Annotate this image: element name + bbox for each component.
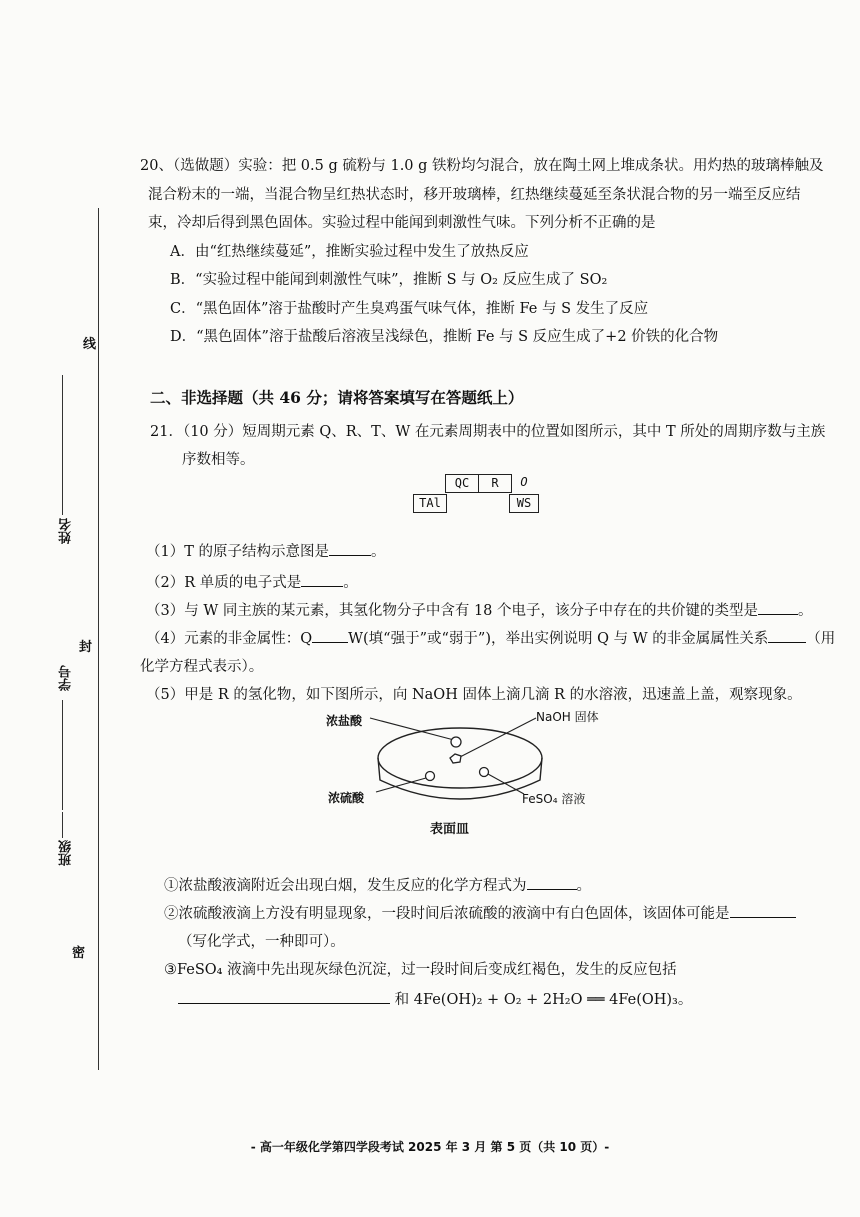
q21-item-2: [164, 902, 796, 923]
q21-part-3: [146, 599, 813, 620]
q21-item-2-text-b: （写化学式，一种即可）。: [178, 934, 345, 950]
q20-line-2: 混合粉末的一端，当混合物呈红热状态时，移开玻璃棒，红热继续蔓延至条状混合物的另一端至反应结: [148, 186, 801, 203]
q21-part-1-text: （1）T 的原子结构示意图是: [146, 544, 330, 560]
q21-part-4-text-a: （4）元素的非金属性：Q: [146, 631, 313, 647]
period-mark: 。: [576, 878, 591, 894]
q21-part-2-text: （2）R 单质的电子式是: [146, 575, 302, 591]
q21-part-4-text-c: （用: [806, 631, 836, 647]
drop-hcl: [451, 737, 461, 747]
answer-blank: [312, 628, 348, 643]
q21-part-4-text-d: 化学方程式表示）。: [140, 659, 264, 675]
q20-line-3: 束，冷却后得到黑色固体。实验过程中能闻到刺激性气味。下列分析不正确的是: [148, 215, 656, 231]
period-mark: 。: [371, 544, 386, 560]
side-label-xingming: 姓名: [59, 518, 74, 544]
q21-item-3: [164, 958, 677, 979]
xingming-blank-line: [62, 375, 63, 515]
figure-caption: 表面皿: [430, 822, 470, 837]
cell-q: QC: [445, 474, 479, 493]
q20-option-d: D．“黑色固体”溶于盐酸后溶液呈浅绿色，推断 Fe 与 S 反应生成了+2 价铁的化合物: [170, 329, 719, 345]
period-mark: 。: [798, 603, 813, 619]
side-label-xuehao: 学号: [59, 665, 74, 691]
cell-r: R: [478, 474, 512, 493]
label-hcl: 浓盐酸: [326, 714, 363, 728]
side-label-xian: 线: [83, 337, 97, 352]
periodic-table-fragment: [413, 474, 543, 516]
q21-part-4: [146, 627, 835, 648]
answer-blank: [768, 628, 806, 643]
label-feso4: FeSO₄ 溶液: [522, 792, 586, 806]
drop-feso4: [480, 768, 489, 777]
pointer-naoh: [458, 718, 536, 758]
side-label-mi: 密: [72, 946, 86, 961]
q21-part-4-cont: [140, 655, 263, 676]
label-h2so4: 浓硫酸: [328, 791, 365, 805]
answer-blank: [178, 989, 390, 1004]
q21-intro-line-1: 21．（10 分）短周期元素 Q、R、T、W 在元素周期表中的位置如图所示，其中 T 所处的周期序数与主族: [150, 424, 826, 440]
section-2-title: 二、非选择题（共 46 分；请将答案填写在答题纸上）: [150, 388, 524, 407]
cell-t: TAl: [413, 494, 447, 513]
q21-item-1: [164, 874, 591, 895]
cell-w: WS: [509, 494, 539, 513]
q21-part-4-text-b: W(填“强于”或“弱于”)，举出实例说明 Q 与 W 的非金属属性关系: [348, 631, 769, 647]
q20-option-c: C．“黑色固体”溶于盐酸时产生臭鸡蛋气味气体，推断 Fe 与 S 发生了反应: [170, 300, 649, 317]
q21-part-5-text: （5）甲是 R 的氢化物，如下图所示，向 NaOH 固体上滴几滴 R 的水溶液，迅速盖上盖，观察现象。: [146, 687, 802, 703]
answer-blank: [329, 541, 371, 556]
answer-blank: [758, 600, 798, 615]
side-label-feng: 封: [79, 640, 93, 655]
binding-line: [98, 208, 99, 1070]
q21-item-3-cont: [178, 988, 692, 1009]
xuehao-blank-line: [62, 700, 63, 810]
pointer-h2so4: [376, 778, 426, 792]
label-naoh: NaOH 固体: [536, 710, 599, 724]
answer-blank: [301, 572, 343, 587]
q21-item-2-text: ②浓硫酸液滴上方没有明显现象，一段时间后浓硫酸的液滴中有白色固体，该固体可能是: [164, 906, 730, 922]
q21-item-1-text: ①浓盐酸液滴附近会出现白烟，发生反应的化学方程式为: [164, 878, 527, 894]
answer-blank: [527, 875, 577, 890]
q21-item-2-cont: [178, 930, 345, 951]
cell-o: O: [520, 475, 528, 489]
pointer-feso4: [488, 774, 524, 794]
q20-line-1: 20、（选做题）实验：把 0.5 g 硫粉与 1.0 g 铁粉均匀混合，放在陶土网上堆成条状。用灼热的玻璃棒触及: [140, 158, 824, 174]
answer-blank: [730, 903, 796, 918]
q21-part-2: [146, 571, 358, 592]
q20-option-a: A．由“红热继续蔓延”，推断实验过程中发生了放热反应: [170, 243, 529, 260]
period-mark: 。: [343, 575, 358, 591]
q21-part-3-text: （3）与 W 同主族的某元素，其氢化物分子中含有 18 个电子，该分子中存在的共价键的类型是: [146, 603, 759, 619]
banji-blank-line: [62, 812, 63, 838]
drop-h2so4: [426, 772, 435, 781]
page-footer: - 高一年级化学第四学段考试 2025 年 3 月 第 5 页（共 10 页）-: [250, 1140, 610, 1154]
q21-intro-line-2: 序数相等。: [182, 452, 255, 468]
q21-item-3-text: ③FeSO₄ 液滴中先出现灰绿色沉淀，过一段时间后变成红褐色，发生的反应包括: [164, 962, 677, 978]
side-label-banji: 班级: [59, 840, 74, 866]
q21-part-1: [146, 540, 386, 561]
question-20: [140, 152, 830, 352]
q21-item-3-text-b: 和 4Fe(OH)₂ + O₂ + 2H₂O ══ 4Fe(OH)₃。: [394, 992, 693, 1008]
watch-glass-base: [378, 758, 542, 799]
q20-option-b: B．“实验过程中能闻到刺激性气味”，推断 S 与 O₂ 反应生成了 SO₂: [170, 272, 608, 288]
naoh-solid: [450, 754, 461, 763]
question-21: [150, 418, 830, 474]
